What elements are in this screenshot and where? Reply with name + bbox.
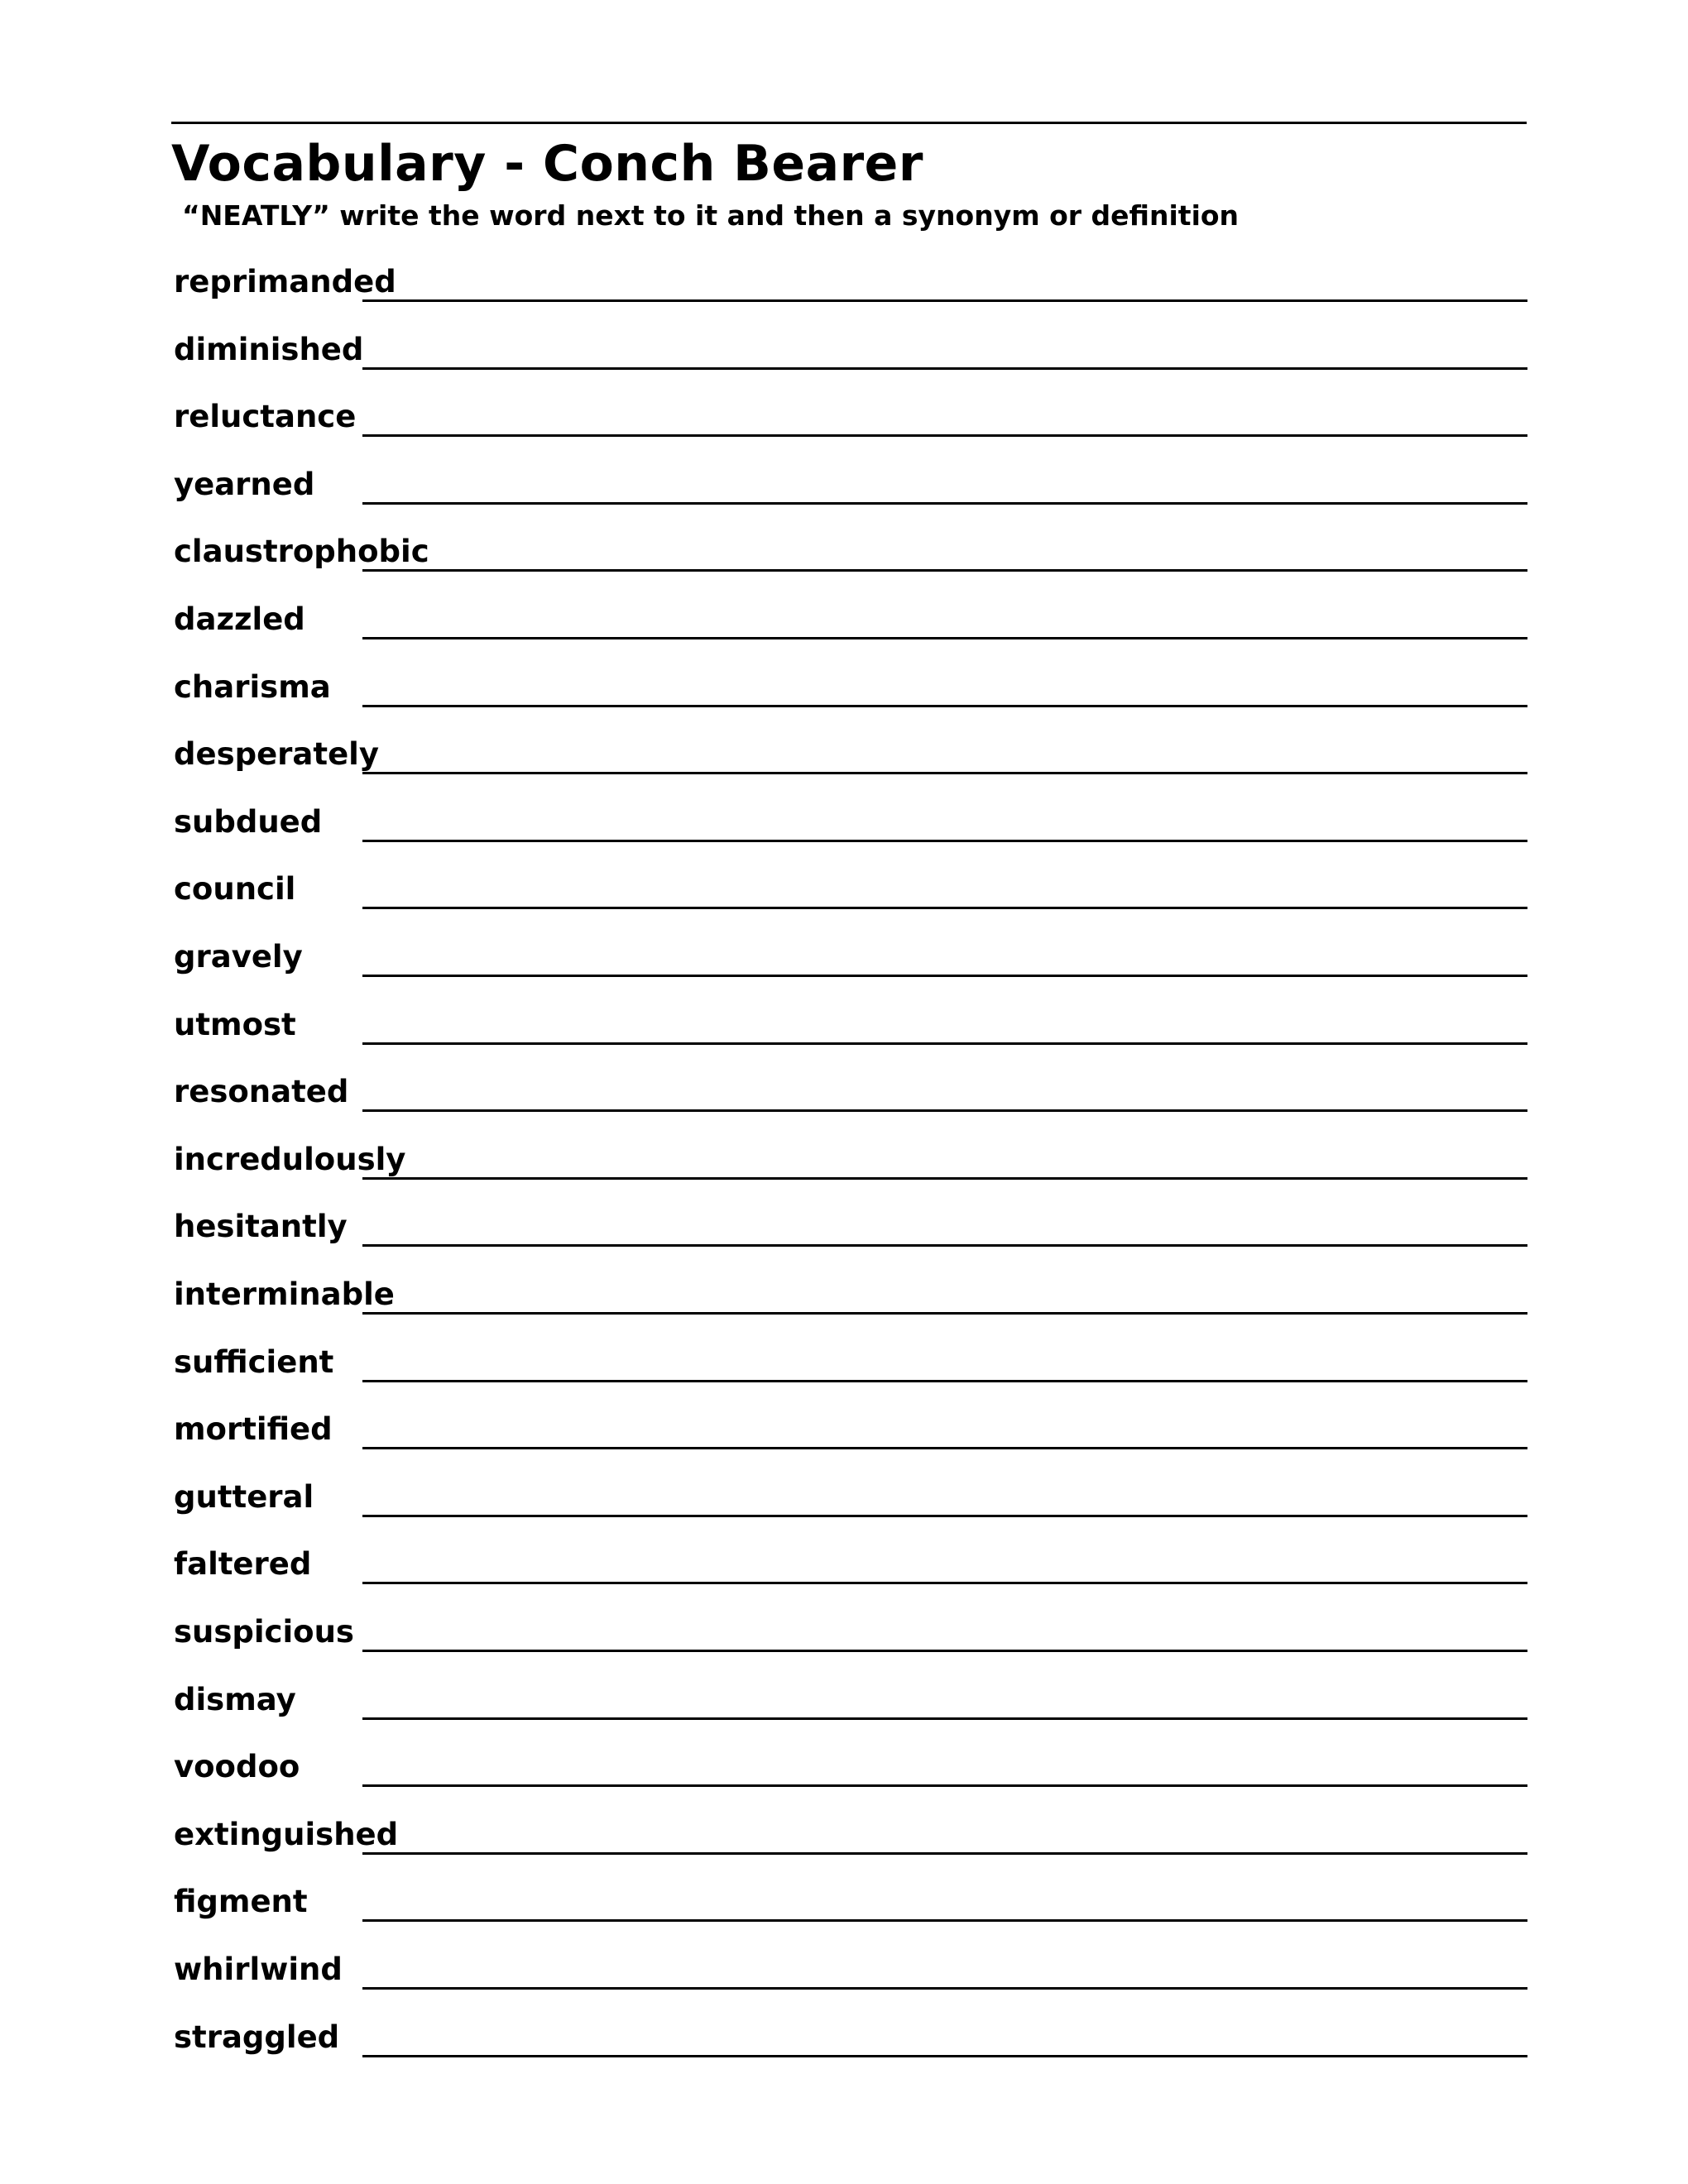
vocab-row (0, 601, 1688, 672)
vocab-row (0, 266, 1688, 334)
answer-line[interactable] (362, 1244, 1527, 1247)
vocab-row (0, 1411, 1688, 1482)
vocab-word: council (174, 871, 296, 908)
vocab-word: suspicious (174, 1614, 354, 1650)
vocab-word: dismay (174, 1681, 296, 1717)
vocab-word: gutteral (174, 1478, 314, 1515)
vocab-word: dazzled (174, 601, 305, 637)
vocab-row (0, 466, 1688, 537)
vocab-word: subdued (174, 803, 323, 840)
vocab-row (0, 1141, 1688, 1212)
vocab-word: reluctance (174, 399, 357, 435)
vocab-word: utmost (174, 1006, 296, 1042)
vocab-row (0, 1546, 1688, 1616)
vocab-word: figment (174, 1884, 308, 1920)
vocab-row (0, 1076, 1688, 1144)
vocab-word: extinguished (174, 1816, 399, 1852)
vocab-row (0, 1886, 1688, 1954)
vocab-word: faltered (174, 1546, 312, 1583)
answer-line[interactable] (362, 1515, 1527, 1517)
vocab-word: straggled (174, 2019, 340, 2055)
answer-line[interactable] (362, 1852, 1527, 1855)
vocab-row (0, 803, 1688, 874)
vocab-row (0, 1681, 1688, 1752)
vocab-row (0, 536, 1688, 604)
vocab-word: interminable (174, 1276, 395, 1312)
answer-line[interactable] (362, 705, 1527, 707)
vocab-row (0, 668, 1688, 740)
answer-line[interactable] (362, 1987, 1527, 1990)
answer-line[interactable] (362, 1447, 1527, 1449)
instruction-text: “NEATLY” write the word next to it and then a synonym or definition (182, 199, 1240, 232)
page-title: Vocabulary - Conch Bearer (171, 135, 923, 193)
vocab-word: sufficient (174, 1343, 334, 1380)
vocab-word: incredulously (174, 1141, 406, 1177)
answer-line[interactable] (362, 840, 1527, 842)
answer-line[interactable] (362, 1717, 1527, 1720)
vocab-row (0, 736, 1688, 807)
answer-line[interactable] (362, 569, 1527, 572)
answer-line[interactable] (362, 434, 1527, 437)
answer-line[interactable] (362, 1582, 1527, 1584)
answer-line[interactable] (362, 637, 1527, 639)
vocab-word: hesitantly (174, 1209, 348, 1245)
vocab-word: diminished (174, 331, 364, 367)
vocab-word: voodoo (174, 1749, 300, 1785)
answer-line[interactable] (362, 772, 1527, 774)
vocab-row (0, 1478, 1688, 1549)
answer-line[interactable] (362, 2055, 1527, 2057)
vocab-row (0, 1954, 1688, 2022)
vocab-word: claustrophobic (174, 534, 429, 570)
answer-line[interactable] (362, 1784, 1527, 1787)
vocab-row (0, 1616, 1688, 1684)
answer-line[interactable] (362, 907, 1527, 909)
vocab-word: reprimanded (174, 264, 396, 299)
vocab-row (0, 401, 1688, 469)
answer-line[interactable] (362, 502, 1527, 505)
vocab-word: desperately (174, 736, 379, 773)
vocab-row (0, 2019, 1688, 2090)
answer-line[interactable] (362, 367, 1527, 370)
vocab-word: mortified (174, 1411, 333, 1448)
answer-line[interactable] (362, 1650, 1527, 1652)
vocab-row (0, 1343, 1688, 1415)
vocab-row (0, 1211, 1688, 1279)
answer-line[interactable] (362, 1109, 1527, 1112)
answer-line[interactable] (362, 1919, 1527, 1922)
answer-line[interactable] (362, 975, 1527, 977)
answer-line[interactable] (362, 1042, 1527, 1045)
vocab-row (0, 1276, 1688, 1347)
vocab-word: whirlwind (174, 1952, 343, 1987)
vocab-word: resonated (174, 1074, 349, 1110)
vocab-row (0, 1751, 1688, 1819)
vocab-row (0, 871, 1688, 941)
vocab-word: charisma (174, 668, 331, 705)
answer-line[interactable] (362, 1312, 1527, 1315)
answer-line[interactable] (362, 299, 1527, 302)
vocab-row (0, 1816, 1688, 1887)
vocab-row (0, 331, 1688, 402)
vocab-row (0, 941, 1688, 1009)
vocab-row (0, 1006, 1688, 1077)
answer-line[interactable] (362, 1177, 1527, 1180)
vocab-word: yearned (174, 466, 315, 502)
vocab-word: gravely (174, 939, 303, 975)
answer-line[interactable] (362, 1380, 1527, 1382)
